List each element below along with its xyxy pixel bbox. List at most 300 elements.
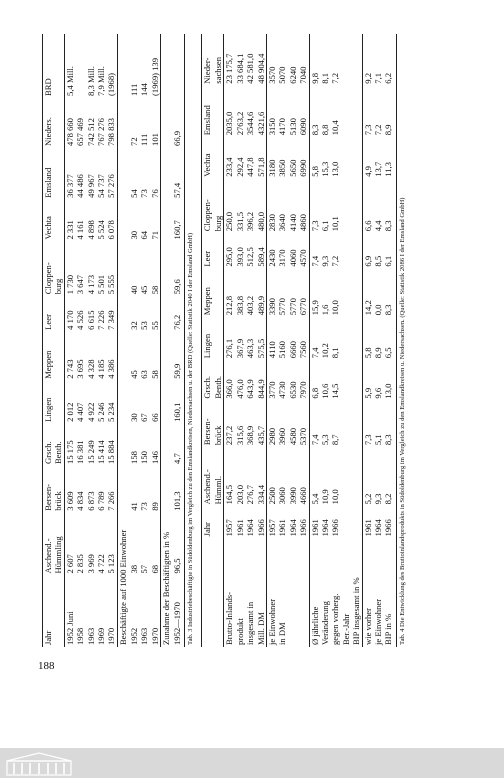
cell-value bbox=[351, 447, 362, 506]
cell-value: 5,4 bbox=[309, 447, 320, 506]
cell-value: 3170 bbox=[277, 249, 288, 267]
cell-value: 5,1 bbox=[372, 434, 383, 446]
cell-value: 5 246 bbox=[96, 402, 107, 422]
row-year: 1958 bbox=[75, 627, 86, 645]
cell-value: 45 bbox=[128, 370, 139, 379]
cell-value: 58 bbox=[149, 285, 160, 295]
cell-value: 57 276 bbox=[106, 174, 117, 198]
cell-value: 10,2 bbox=[319, 343, 330, 359]
column-header: Aschend.- Hümml. bbox=[202, 447, 224, 506]
cell-value: (1968) bbox=[106, 73, 117, 96]
cell-value: 447,8 bbox=[245, 157, 256, 177]
column-header: Jahr bbox=[202, 506, 224, 538]
row-year: 1961 bbox=[277, 519, 288, 537]
cell-value: 4321,6 bbox=[255, 111, 266, 136]
cell-value: 10,9 bbox=[319, 489, 330, 505]
table-row bbox=[320, 34, 330, 647]
row-label bbox=[288, 538, 298, 647]
row-year: 1957 bbox=[266, 506, 277, 538]
cell-value: 6,1 bbox=[383, 255, 394, 267]
cell-value: 2 331 bbox=[64, 220, 75, 240]
cell-value: 403,2 bbox=[245, 295, 256, 316]
cell-value: 6 789 bbox=[96, 491, 107, 511]
row-label: wie vorher bbox=[362, 538, 373, 647]
cell-value: 73 bbox=[139, 502, 150, 511]
cell-value: 8,5 bbox=[372, 255, 383, 267]
cell-value: 15,9 bbox=[309, 269, 320, 318]
column-header: Leer bbox=[202, 233, 224, 268]
cell-value: 8,7 bbox=[330, 434, 341, 446]
column-header: Grsch. Benth. bbox=[202, 360, 224, 400]
cell-value: 212,8 bbox=[224, 295, 235, 316]
cell-value bbox=[341, 317, 351, 360]
cell-value: 6530 bbox=[287, 381, 298, 399]
cell-value: 160,7 bbox=[172, 220, 183, 240]
cell-value: 49 967 bbox=[85, 174, 96, 198]
cell-value: 844,9 bbox=[255, 379, 266, 399]
cell-value: 8,9 bbox=[372, 347, 383, 359]
row-label bbox=[298, 538, 309, 647]
cell-value: 2980 bbox=[266, 401, 277, 448]
cell-value: 66,9 bbox=[172, 130, 183, 146]
cell-value: 11,3 bbox=[383, 162, 394, 177]
cell-value: 10,6 bbox=[319, 383, 330, 399]
table-row bbox=[298, 34, 309, 647]
cell-value: 6,8 bbox=[309, 360, 320, 400]
cell-value: 4570 bbox=[298, 249, 309, 267]
cell-value: 150 bbox=[139, 451, 150, 464]
cell-value: 5,3 bbox=[319, 434, 330, 446]
cell-value bbox=[351, 86, 362, 138]
cell-value bbox=[351, 401, 362, 448]
table-row bbox=[235, 34, 245, 647]
row-year: 1966 bbox=[298, 519, 309, 537]
cell-value: 4730 bbox=[277, 381, 288, 399]
cell-value: 2500 bbox=[266, 447, 277, 506]
cell-value: 16 381 bbox=[75, 440, 86, 464]
cell-value: 237,2 bbox=[224, 425, 235, 446]
cell-value: 72 bbox=[128, 137, 139, 146]
cell-value: 15 414 bbox=[96, 440, 107, 464]
row-label: je Einwohner bbox=[372, 598, 383, 645]
cell-value: 575,5 bbox=[255, 338, 266, 359]
cell-value: 4580 bbox=[287, 427, 298, 446]
cell-value bbox=[341, 360, 351, 400]
cell-value: 10,0 bbox=[330, 489, 341, 505]
cell-value: 14,2 bbox=[362, 269, 373, 318]
cell-value: 2763,2 bbox=[234, 111, 245, 136]
cell-value: 57 bbox=[139, 564, 150, 574]
cell-value: 5070 bbox=[277, 66, 288, 84]
row-label: BIP in % bbox=[383, 613, 394, 645]
column-header: Bersen- brück bbox=[202, 401, 224, 448]
row-year: 1964 bbox=[287, 519, 298, 537]
row-year: 1964 bbox=[372, 519, 383, 537]
table-row bbox=[96, 34, 106, 647]
row-year bbox=[351, 506, 362, 538]
cell-value: 8,3 Mill. bbox=[85, 66, 96, 96]
cell-value: 292,4 bbox=[234, 157, 245, 177]
cell-value: 2 743 bbox=[64, 359, 75, 379]
table-row bbox=[362, 34, 373, 647]
cell-value bbox=[75, 34, 85, 98]
cell-value: 4,4 bbox=[372, 220, 383, 232]
cell-value: 30 bbox=[128, 413, 139, 422]
cell-value: 36 377 bbox=[64, 174, 75, 198]
row-label: gegen vorherg. bbox=[330, 593, 341, 645]
row-year: 1963 bbox=[85, 627, 96, 645]
cell-value: 4 161 bbox=[75, 220, 86, 240]
cell-value: 0,0 bbox=[372, 304, 383, 316]
cell-value: 23 175,7 bbox=[224, 53, 235, 84]
row-year: 1961 bbox=[362, 506, 373, 538]
cell-value: 2 607 bbox=[64, 554, 75, 574]
cell-value: 295,0 bbox=[224, 247, 235, 267]
cell-value: 3770 bbox=[266, 360, 277, 400]
cell-value: 250,0 bbox=[224, 211, 235, 232]
row-label: Brutto-Inlands- bbox=[224, 592, 235, 645]
cell-value: 4 722 bbox=[96, 554, 107, 574]
page-number: 188 bbox=[38, 660, 55, 672]
cell-value: 5,2 bbox=[362, 447, 373, 506]
column-header: Nieders. bbox=[43, 98, 65, 148]
cell-value: 643,9 bbox=[245, 379, 256, 399]
row-year: 1952 Juni bbox=[64, 611, 75, 645]
cell-value: 4110 bbox=[266, 317, 277, 360]
cell-value: 233,4 bbox=[224, 157, 235, 177]
table-row bbox=[172, 34, 182, 647]
cell-value: 15 884 bbox=[106, 440, 117, 464]
cell-value: 657 469 bbox=[75, 118, 86, 146]
cell-value: 5130 bbox=[287, 118, 298, 136]
cell-value: 53 bbox=[139, 321, 150, 330]
table-3-grid bbox=[42, 34, 182, 647]
row-year: 1966 bbox=[383, 519, 394, 537]
table-row bbox=[86, 34, 96, 647]
cell-value: 158 bbox=[128, 451, 139, 464]
cell-value: 73 bbox=[139, 189, 150, 198]
cell-value: 7,2 bbox=[330, 72, 341, 84]
cell-value bbox=[351, 233, 362, 268]
cell-value: 4 170 bbox=[64, 310, 75, 330]
cell-value: 7,4 bbox=[309, 401, 320, 448]
cell-value: 4 328 bbox=[85, 359, 96, 379]
cell-value: 42 581,0 bbox=[245, 53, 256, 84]
row-label: produkt bbox=[234, 618, 245, 645]
cell-value: 476,0 bbox=[234, 379, 245, 399]
column-header: Emsland bbox=[43, 148, 65, 200]
cell-value: 3570 bbox=[266, 34, 277, 86]
cell-value: 8,1 bbox=[330, 347, 341, 359]
row-label: Ber.-Jahr bbox=[340, 613, 351, 645]
rotated-tables bbox=[42, 34, 480, 647]
cell-value: 8,2 bbox=[383, 493, 394, 505]
cell-value: 89 bbox=[149, 502, 160, 511]
column-header: Meppen bbox=[202, 269, 224, 318]
cell-value: 7560 bbox=[298, 341, 309, 359]
cell-value: 7,4 bbox=[309, 317, 320, 360]
table-caption: Tab. 4 Die Entwicklung des Bruttoinlandsprodukts in Südoldenburg im Vergleich zu den Emslandkreisen u. Niedersachsen. (Quelle: Statistik 2086 I der Emsland GmbH) bbox=[396, 34, 413, 647]
cell-value: 2430 bbox=[266, 233, 277, 268]
cell-value: 7 226 bbox=[96, 310, 107, 330]
cell-value: 7,3 bbox=[362, 401, 373, 448]
row-year: 1952 bbox=[128, 627, 139, 645]
row-label: insgesamt in bbox=[245, 601, 256, 645]
cell-value: 4,7 bbox=[172, 453, 183, 464]
row-year bbox=[341, 506, 351, 538]
column-header: BRD bbox=[43, 34, 65, 98]
cell-value: 368,9 bbox=[245, 425, 256, 446]
cell-value: 111 bbox=[128, 83, 139, 96]
cell-value: 203,0 bbox=[234, 484, 245, 505]
cell-value: 6,2 bbox=[383, 72, 394, 84]
cell-value: 742 512 bbox=[85, 118, 96, 146]
cell-value: 7,4 bbox=[309, 233, 320, 268]
cell-value: 7,2 bbox=[372, 124, 383, 136]
cell-value bbox=[351, 269, 362, 318]
cell-value: 4,9 bbox=[362, 137, 373, 178]
table-row bbox=[277, 34, 287, 647]
table-row bbox=[288, 34, 298, 647]
cell-value: 54 737 bbox=[96, 174, 107, 198]
cell-value: 5,9 bbox=[362, 360, 373, 400]
cell-value: 276,7 bbox=[245, 484, 256, 505]
column-header: Bersen- brück bbox=[43, 466, 65, 513]
cell-value: 480,0 bbox=[255, 211, 266, 232]
cell-value: 589,4 bbox=[255, 247, 266, 267]
column-header: Grsch. Benth. bbox=[43, 424, 65, 466]
cell-value: 6,6 bbox=[362, 179, 373, 233]
cell-value: 13,0 bbox=[383, 383, 394, 399]
cell-value bbox=[351, 34, 362, 86]
cell-value bbox=[341, 269, 351, 318]
cell-value: 5160 bbox=[277, 341, 288, 359]
cell-value: 67 bbox=[139, 413, 150, 422]
cell-value: 5770 bbox=[277, 298, 288, 316]
cell-value: 8,1 bbox=[319, 72, 330, 84]
row-label: Mill. DM bbox=[255, 612, 266, 645]
cell-value: 7,2 bbox=[330, 255, 341, 267]
table-row bbox=[373, 34, 383, 647]
cell-value: 6090 bbox=[298, 118, 309, 136]
cell-value: 32 bbox=[128, 321, 139, 330]
cell-value: 76 bbox=[149, 189, 160, 198]
row-label: Ø jährliche bbox=[309, 538, 320, 647]
column-header: Nieder- sachsen bbox=[202, 34, 224, 86]
cell-value: 10,4 bbox=[330, 120, 341, 136]
cell-value: 3390 bbox=[266, 269, 277, 318]
section-title-row bbox=[117, 34, 129, 647]
header-row bbox=[202, 34, 224, 647]
cell-value: 4 922 bbox=[85, 402, 96, 422]
cell-value: 59,6 bbox=[172, 279, 183, 295]
cell-value: 5,8 bbox=[362, 317, 373, 360]
cell-value: 7040 bbox=[298, 66, 309, 84]
row-label: je Einwohner bbox=[266, 538, 277, 647]
cell-value: 6 615 bbox=[85, 310, 96, 330]
row-year: 1963 bbox=[139, 627, 150, 645]
cell-value: 57,4 bbox=[172, 182, 183, 198]
cell-value: 54 bbox=[128, 189, 139, 198]
cell-value: 4 526 bbox=[75, 310, 86, 330]
cell-value bbox=[341, 34, 351, 86]
cell-value: 798 833 bbox=[106, 118, 117, 146]
cell-value: 366,0 bbox=[224, 379, 235, 399]
cell-value: 5,8 bbox=[309, 137, 320, 178]
cell-value: 2 835 bbox=[75, 554, 86, 574]
cell-value: 767 276 bbox=[96, 118, 107, 146]
cell-value: 160,1 bbox=[172, 402, 183, 422]
footer-band bbox=[0, 748, 504, 778]
table-row bbox=[383, 34, 393, 647]
cell-value: 5 524 bbox=[96, 220, 107, 240]
cell-value: 512,5 bbox=[245, 247, 256, 267]
cell-value: 10,1 bbox=[330, 216, 341, 232]
cell-value: 4 407 bbox=[75, 402, 86, 422]
cell-value: 7,3 bbox=[309, 179, 320, 233]
cell-value: 571,8 bbox=[255, 157, 266, 177]
column-header: Aschend.- Hümmling bbox=[43, 513, 65, 576]
cell-value: 5 501 bbox=[96, 274, 107, 295]
cell-value: 7970 bbox=[298, 381, 309, 399]
row-year: 1970 bbox=[106, 627, 117, 645]
row-year: 1957 bbox=[224, 519, 235, 537]
cell-value: 8,3 bbox=[383, 434, 394, 446]
cell-value: 6,1 bbox=[319, 220, 330, 232]
section-title: Beschäftigte auf 1000 Einwohner bbox=[117, 34, 129, 647]
cell-value: 6770 bbox=[298, 298, 309, 316]
cell-value: 4170 bbox=[277, 118, 288, 136]
cell-value: 8,8 bbox=[319, 124, 330, 136]
column-header: Vechta bbox=[43, 200, 65, 242]
cell-value: 276,1 bbox=[224, 338, 235, 359]
cell-value: 101,3 bbox=[172, 491, 183, 511]
cell-value: 101 bbox=[149, 133, 160, 146]
row-year: 1952—1970 bbox=[172, 602, 183, 645]
cell-value: 58 bbox=[149, 370, 160, 379]
cell-value: 3 969 bbox=[85, 554, 96, 574]
cell-value: 8,3 bbox=[309, 86, 320, 138]
cell-value: 41 bbox=[128, 502, 139, 511]
table-row bbox=[129, 34, 139, 647]
cell-value: 3180 bbox=[266, 137, 277, 178]
row-year: 1964 bbox=[245, 519, 256, 537]
cell-value: 4 185 bbox=[96, 359, 107, 379]
table-row bbox=[341, 34, 351, 647]
cell-value: 3 609 bbox=[64, 491, 75, 511]
table-row bbox=[330, 34, 340, 647]
cell-value: 383,8 bbox=[234, 295, 245, 316]
cell-value: 5,4 Mill. bbox=[64, 66, 75, 96]
section-title: Zunahme der Beschäftigten in % bbox=[161, 34, 173, 647]
row-year: 1969 bbox=[96, 627, 107, 645]
cell-value: 44 486 bbox=[75, 174, 86, 198]
table-caption: Tab. 3 Industriebeschäftigte in Südoldenburg im Vergleich zu den Emslandkreisen, Niedersachsen u. der BRD (Quelle: Statistik 2040 I der Emsland GmbH) bbox=[184, 34, 201, 647]
cell-value: 144 bbox=[139, 83, 150, 96]
cell-value: 71 bbox=[149, 230, 160, 240]
cell-value: 3990 bbox=[287, 487, 298, 505]
cell-value bbox=[341, 86, 351, 138]
cell-value: 8,3 bbox=[383, 304, 394, 316]
cell-value: 478 660 bbox=[64, 118, 75, 146]
table-row bbox=[75, 34, 85, 647]
row-label: Veränderung bbox=[319, 601, 330, 645]
cell-value: 393,0 bbox=[234, 247, 245, 267]
cell-value: 9,8 bbox=[309, 34, 320, 86]
cell-value: 40 bbox=[128, 285, 139, 295]
cell-value bbox=[351, 137, 362, 178]
cell-value: 5 123 bbox=[106, 554, 117, 574]
cell-value: 48 904,4 bbox=[255, 53, 266, 84]
table-row bbox=[245, 34, 255, 647]
cell-value: 1,6 bbox=[319, 304, 330, 316]
cell-value: 7 266 bbox=[106, 491, 117, 511]
cell-value: 13,7 bbox=[372, 161, 383, 177]
cell-value: 4 173 bbox=[85, 274, 96, 295]
table-row bbox=[139, 34, 149, 647]
table-row bbox=[256, 34, 267, 647]
cell-value: 7 349 bbox=[106, 310, 117, 330]
cell-value: 3850 bbox=[277, 159, 288, 177]
cell-value: 13,0 bbox=[330, 161, 341, 177]
row-year: 1964 bbox=[319, 519, 330, 537]
cell-value: 3544,6 bbox=[245, 111, 256, 136]
cell-value: 15 249 bbox=[85, 440, 96, 464]
cell-value: 435,7 bbox=[255, 425, 266, 446]
cell-value: 4140 bbox=[287, 214, 298, 232]
cell-value: 2035,0 bbox=[224, 111, 235, 136]
row-label: BIP insgesamt in % bbox=[351, 577, 362, 645]
cell-value: 64 bbox=[139, 230, 150, 240]
cell-value: 315,6 bbox=[234, 425, 245, 446]
cell-value: 59,9 bbox=[172, 363, 183, 379]
column-header: Jahr bbox=[43, 576, 65, 647]
table-4-grid bbox=[201, 34, 393, 647]
column-header: Lingen bbox=[202, 317, 224, 360]
cell-value: 8,3 bbox=[383, 220, 394, 232]
cell-value: 55 bbox=[149, 321, 160, 330]
cell-value: 3960 bbox=[277, 427, 288, 446]
cell-value: 4060 bbox=[287, 249, 298, 267]
cell-value: 331,5 bbox=[234, 211, 245, 232]
cell-value: 6 873 bbox=[85, 491, 96, 511]
table-row bbox=[224, 34, 235, 647]
column-header: Lingen bbox=[43, 381, 65, 424]
cell-value: 3060 bbox=[277, 487, 288, 505]
cell-value bbox=[341, 137, 351, 178]
section-title-row bbox=[161, 34, 173, 647]
cell-value bbox=[341, 233, 351, 268]
row-year: 1961 bbox=[234, 519, 245, 537]
cell-value: 5 234 bbox=[106, 402, 117, 422]
cell-value: 15 175 bbox=[64, 440, 75, 464]
row-label: in DM bbox=[277, 622, 288, 645]
table-4 bbox=[201, 34, 412, 647]
cell-value bbox=[341, 447, 351, 506]
cell-value: 6660 bbox=[287, 341, 298, 359]
cell-value: 334,4 bbox=[255, 484, 266, 505]
cell-value: 396,2 bbox=[245, 211, 256, 232]
cell-value: 6,5 bbox=[383, 347, 394, 359]
table-row bbox=[106, 34, 117, 647]
cell-value: 2830 bbox=[266, 179, 277, 233]
library-building-icon bbox=[6, 752, 72, 776]
cell-value bbox=[351, 317, 362, 360]
cell-value: 45 bbox=[139, 285, 150, 295]
cell-value: 6 078 bbox=[106, 220, 117, 240]
cell-value: 14,5 bbox=[330, 383, 341, 399]
cell-value: 4 898 bbox=[85, 220, 96, 240]
